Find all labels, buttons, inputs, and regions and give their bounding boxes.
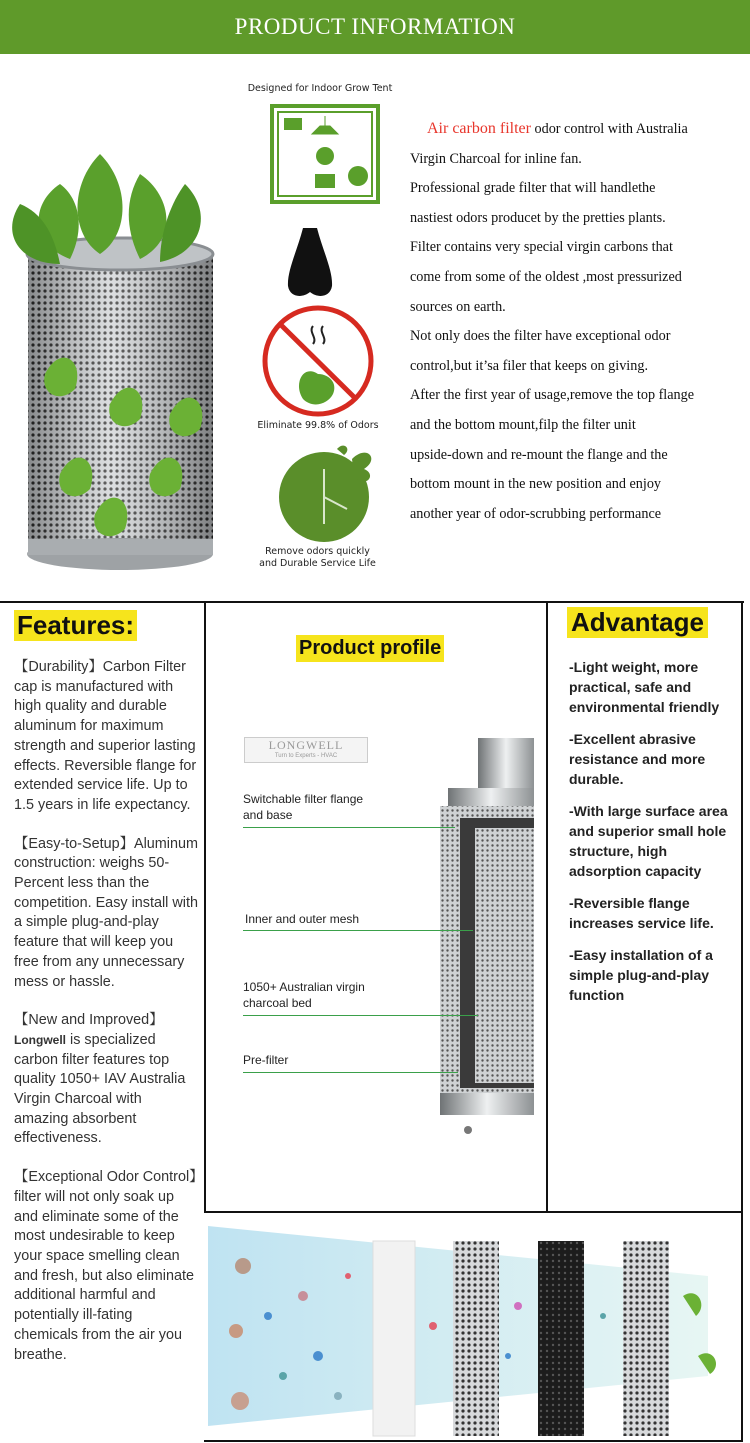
features-title: Features: xyxy=(14,610,204,641)
divider-outer-right xyxy=(741,601,743,1441)
butterfly-circle-icon xyxy=(272,439,382,544)
advantage-list xyxy=(569,657,739,1017)
divider-right xyxy=(546,601,548,1213)
divider-middle xyxy=(204,1211,743,1213)
advantage-item: -Easy installation of a simple plug-and-play function xyxy=(569,947,713,1003)
page-title: PRODUCT INFORMATION xyxy=(234,14,516,39)
profile-line-mesh xyxy=(243,930,473,931)
header-banner xyxy=(0,0,750,54)
description-line: come from some of the oldest ,most pressurized xyxy=(410,268,682,285)
profile-line-prefilter xyxy=(243,1072,458,1073)
feature-setup: 【Easy-to-Setup】Aluminum construction: weighs 50-Percent less than the competition. Easy install with a simple plug-and-play feature that will keep you free from any unnecessary mess or hassle. xyxy=(14,835,198,990)
advantage-item: -Light weight, more practical, safe and environmental friendly xyxy=(569,659,720,715)
profile-line-charcoal xyxy=(243,1015,478,1016)
profile-label-mesh: Inner and outer mesh xyxy=(245,912,360,926)
description-line: bottom mount in the new position and enjoy xyxy=(410,476,662,493)
description-line: Professional grade filter that will handlethe xyxy=(410,180,656,197)
brand-logo: LONGWELL Turn to Experts - HVAC xyxy=(244,737,368,763)
feature-odor: 【Exceptional Odor Control】filter will not only soak up and eliminate some of the most undesirable to keep your space smelling clean and fresh, but also eliminate additional harmful and potentially ill-fating chemicals from the air you breathe. xyxy=(14,1169,197,1363)
filtration-layers-image xyxy=(208,1216,740,1438)
description-line: and the bottom mount,filp the filter unit xyxy=(410,416,636,433)
filter-cross-section-image xyxy=(440,738,534,1138)
description-line: Not only does the filter have exceptional odor xyxy=(410,328,671,345)
description-line: sources on earth. xyxy=(410,298,506,315)
description-line: Filter contains very special virgin carbons that xyxy=(410,239,673,256)
product-info-section xyxy=(0,54,750,599)
profile-label-prefilter: Pre-filter xyxy=(243,1053,289,1067)
description-line: Virgin Charcoal for inline fan. xyxy=(410,150,582,167)
profile-label-charcoal: 1050+ Australian virgin charcoal bed xyxy=(243,980,365,1010)
grow-tent-icon xyxy=(270,104,380,204)
description-line: nastiest odors producet by the pretties plants. xyxy=(410,209,666,226)
description-line: Air carbon filter odor control with Australia xyxy=(427,120,688,137)
profile-title: Product profile xyxy=(296,635,444,662)
brand-name: Longwell xyxy=(14,1032,66,1047)
feature-new: 【New and Improved】Longwell is specialized carbon filter features top quality 1050+ IAV Australia Virgin Charcoal with amazing absorbent effectiveness. xyxy=(14,1012,186,1147)
advantage-title: Advantage xyxy=(567,607,708,638)
description-line: control,but it’sa filer that keeps on giving. xyxy=(410,357,648,374)
nose-icon xyxy=(285,226,335,301)
advantage-item: -Reversible flange increases service life. xyxy=(569,895,714,931)
divider-left xyxy=(204,601,206,1213)
description-highlight: Air carbon filter xyxy=(427,120,531,137)
description-line: another year of odor-scrubbing performance xyxy=(410,505,662,522)
carbon-filter-image xyxy=(0,144,230,584)
odor-label: Eliminate 99.8% of Odors xyxy=(257,420,379,431)
feature-durability: 【Durability】Carbon Filter cap is manufactured with high quality and durable aluminum for maximum strength and superior lasting effects. Reversible flange for extended service life. Up to 1.5 years in life expectancy. xyxy=(14,659,197,813)
no-odor-icon xyxy=(258,304,378,419)
description-line: After the first year of usage,remove the top flange xyxy=(410,387,695,404)
profile-line-flange xyxy=(243,827,455,828)
features-list xyxy=(14,658,200,1384)
description-line: upside-down and re-mount the flange and the xyxy=(410,446,668,463)
advantage-item: -Excellent abrasive resistance and more durable. xyxy=(569,731,706,787)
product-description xyxy=(410,114,740,529)
divider-bottom xyxy=(204,1440,743,1442)
advantage-item: -With large surface area and superior small hole structure, high adsorption capacity xyxy=(569,803,728,879)
profile-label-flange: Switchable filter flange and base xyxy=(243,792,364,822)
divider-top xyxy=(0,601,744,603)
tent-label: Designed for Indoor Grow Tent xyxy=(247,83,393,94)
remove-odor-label: Remove odors quickly and Durable Service Life xyxy=(259,546,376,569)
